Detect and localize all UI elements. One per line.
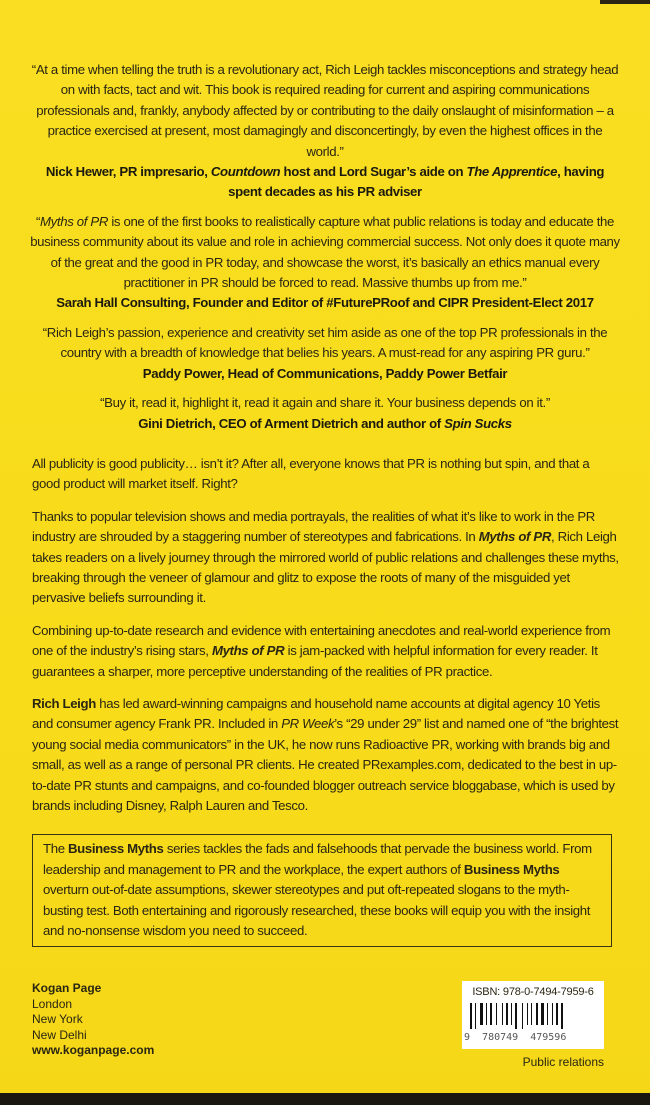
publisher-info — [32, 981, 154, 1059]
barcode-bar — [486, 1003, 487, 1025]
barcode-bar — [473, 1003, 474, 1025]
quote-text: “Myths of PR is one of the first books to realistically capture what public relations is today and educate the business community about its value and role in achieving commercial success. Not only does it quote many of the great and the good in PR today, and showcase the worst, it’s basically an ethics manual every practitioner in PR should be forced to read. Massive thumbs up from me.” — [30, 213, 620, 291]
barcode-bar — [531, 1003, 532, 1025]
quote-paddy-power — [30, 323, 620, 384]
category-label: Public relations — [522, 1055, 604, 1070]
blurb-summary: Combining up-to-date research and evidence with entertaining anecdotes and real-world experience from one of the industry’s rising stars, Myths of PR is jam-packed with helpful information for every reader. It guarantees a sharper, more perceptive understanding of the realities of PR practice. — [32, 622, 611, 679]
blurb-intro: All publicity is good publicity… isn’t it? After all, everyone knows that PR is nothing but spin, and that a good product will market itself. Right? — [32, 455, 590, 492]
barcode-bar — [549, 1003, 551, 1025]
barcode-bar — [524, 1003, 526, 1025]
bottom-edge — [0, 1093, 650, 1105]
publisher-url: www.koganpage.com — [32, 1043, 155, 1058]
quote-attribution: Sarah Hall Consulting, Founder and Editor of #FuturePRoof and CIPR President-Elect 2017 — [56, 295, 594, 311]
barcode-bar — [480, 1003, 483, 1025]
quote-sarah-hall — [30, 212, 620, 314]
cover-footer — [32, 981, 604, 1093]
barcode-bar — [552, 1003, 553, 1025]
barcode-bar — [504, 1003, 505, 1025]
barcode-bar — [477, 1003, 479, 1025]
barcode-bar — [554, 1003, 555, 1025]
barcode-bar — [488, 1003, 489, 1025]
publisher-city: New York — [32, 1012, 83, 1027]
quote-nick-hewer — [30, 60, 620, 203]
barcode-bar — [536, 1003, 538, 1025]
barcode-bar — [509, 1003, 510, 1025]
barcode-bar — [547, 1003, 548, 1025]
barcode-bar — [511, 1003, 512, 1025]
barcode-bar — [515, 1003, 517, 1029]
quote-attribution: Gini Dietrich, CEO of Arment Dietrich and author of Spin Sucks — [138, 415, 512, 431]
barcode-bar — [564, 1003, 565, 1025]
barcode-bar — [527, 1003, 528, 1025]
barcode-bar — [518, 1003, 521, 1025]
barcode-bar — [484, 1003, 485, 1025]
publisher-city: London — [32, 996, 73, 1011]
barcode-bar — [496, 1003, 497, 1025]
quote-text: “Rich Leigh’s passion, experience and creativity set him aside as one of the top PR professionals in the country with a breadth of knowledge that belies his years. A must-read for any aspiring PR guru.” — [42, 324, 608, 361]
barcode-bar — [556, 1003, 558, 1025]
quote-attribution: Nick Hewer, PR impresario, Countdown host and Lord Sugar’s aide on The Apprentice, having spent decades as his PR adviser — [45, 164, 605, 200]
quote-attribution: Paddy Power, Head of Communications, Paddy Power Betfair — [142, 365, 508, 381]
quote-gini-dietrich — [30, 393, 620, 434]
barcode-digits: 9 780749 479596 — [464, 1032, 567, 1044]
isbn-area — [462, 981, 604, 1069]
barcode-bar — [541, 1003, 544, 1025]
barcode-bar — [522, 1003, 523, 1029]
barcode-bar — [493, 1003, 495, 1025]
blurb-description: Thanks to popular television shows and media portrayals, the realities of what it’s like to work in the PR industry are shrouded by a staggering number of stereotypes and fabrications. In Myths of PR, Rich Leigh takes readers on a lively journey through the mirrored world of public relations and challenges these myths, breaking through the veneer of glamour and glitz to expose the roots of many of the misguided yet pervasive beliefs surrounding it. — [32, 508, 619, 606]
barcode-bar — [533, 1003, 535, 1025]
barcode-bar — [513, 1003, 514, 1025]
publisher-name: Kogan Page — [32, 981, 102, 996]
barcode-bar — [539, 1003, 540, 1025]
quote-text: “Buy it, read it, highlight it, read it again and share it. Your business depends on it.” — [100, 395, 550, 411]
series-box: The Business Myths series tackles the fads and falsehoods that pervade the business world. From leadership and management to PR and the workplace, the expert authors of Business Myths overturn out-of-date assumptions, skewer stereotypes and put oft-repeated slogans to the myth-busting test. Both entertaining and rigorously researched, these books will equip you with the insight and no-nonsense wisdom you need to succeed. — [32, 834, 612, 947]
isbn-label: ISBN: 978-0-7494-7959-6 — [472, 986, 594, 999]
barcode-bar — [561, 1003, 563, 1029]
barcode-bar — [506, 1003, 508, 1025]
barcode-bar — [470, 1003, 472, 1029]
barcode-bar — [490, 1003, 492, 1025]
barcode-bar — [529, 1003, 530, 1025]
barcode-bar — [475, 1003, 476, 1029]
barcode-bar — [502, 1003, 503, 1025]
barcode-bar — [559, 1003, 560, 1025]
quote-text: “At a time when telling the truth is a revolutionary act, Rich Leigh tackles misconceptions and strategy head on with facts, tact and wit. This book is required reading for current and aspiring communications professionals and, frankly, anybody affected by or contributing to the daily onslaught of misinformation – a practice exercised at present, most damagingly and disconcertingly, by even the highest offices in the world.” — [31, 62, 619, 159]
barcode-bars — [470, 1003, 596, 1029]
author-bio: Rich Leigh has led award-winning campaigns and household name accounts at digital agency 10 Yetis and consumer agency Frank PR. Included in PR Week’s “29 under 29” list and named one of “the brightest young social media communicators” in the UK, he now runs Radioactive PR, working with brands big and small, as well as a range of personal PR clients. He created PRexamples.com, dedicated to the best in up-to-date PR stunts and campaigns, and co-founded blogger outreach service bloggabase, which is used by brands including Disney, Ralph Lauren and Tesco. — [32, 695, 619, 813]
isbn-barcode — [462, 981, 604, 1049]
barcode-bar — [498, 1003, 501, 1025]
barcode-bar — [545, 1003, 546, 1025]
publisher-city: New Delhi — [32, 1027, 87, 1042]
